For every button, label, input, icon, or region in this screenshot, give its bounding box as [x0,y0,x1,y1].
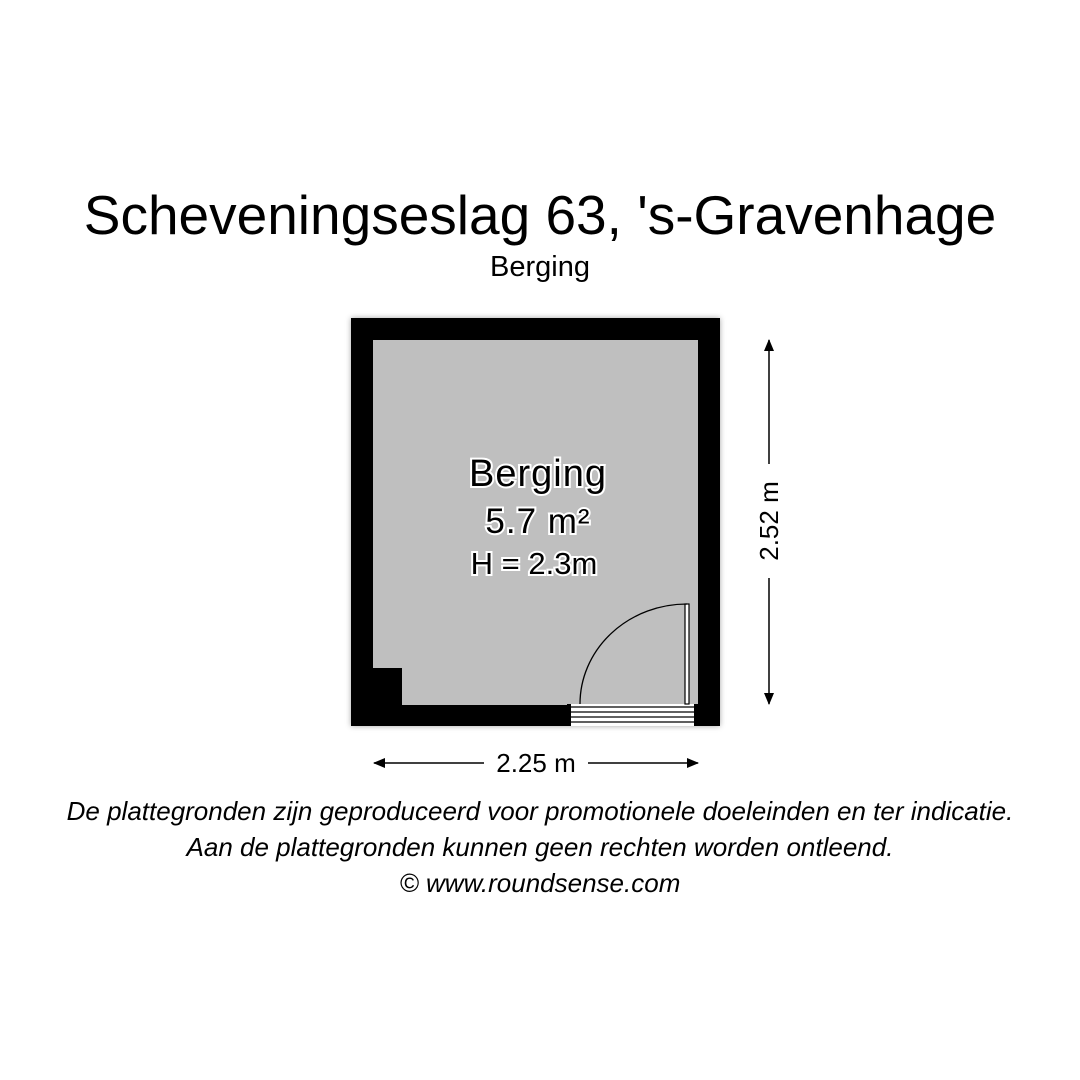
door-jamb-left [567,704,571,726]
page-subtitle: Berging [490,251,590,283]
room-height-label: H = 2.3m [470,546,598,581]
disclaimer [0,793,1080,901]
copyright-line: © www.roundsense.com [399,868,681,898]
depth-dimension-label: 2.52 m [754,481,784,561]
door-leaf [685,604,689,704]
page-title: Scheveningseslag 63, 's-Gravenhage [83,184,997,246]
door-jamb-right [694,704,698,726]
corner-column [373,668,402,706]
room-area-label: 5.7 m² [485,502,591,541]
room-name-label: Berging [469,453,607,495]
disclaimer-line-1: De plattegronden zijn geproduceerd voor promotionele doeleinden en ter indicatie. [66,796,1014,826]
width-dimension-label: 2.25 m [496,748,576,778]
disclaimer-line-2: Aan de plattegronden kunnen geen rechten worden ontleend. [186,832,894,862]
